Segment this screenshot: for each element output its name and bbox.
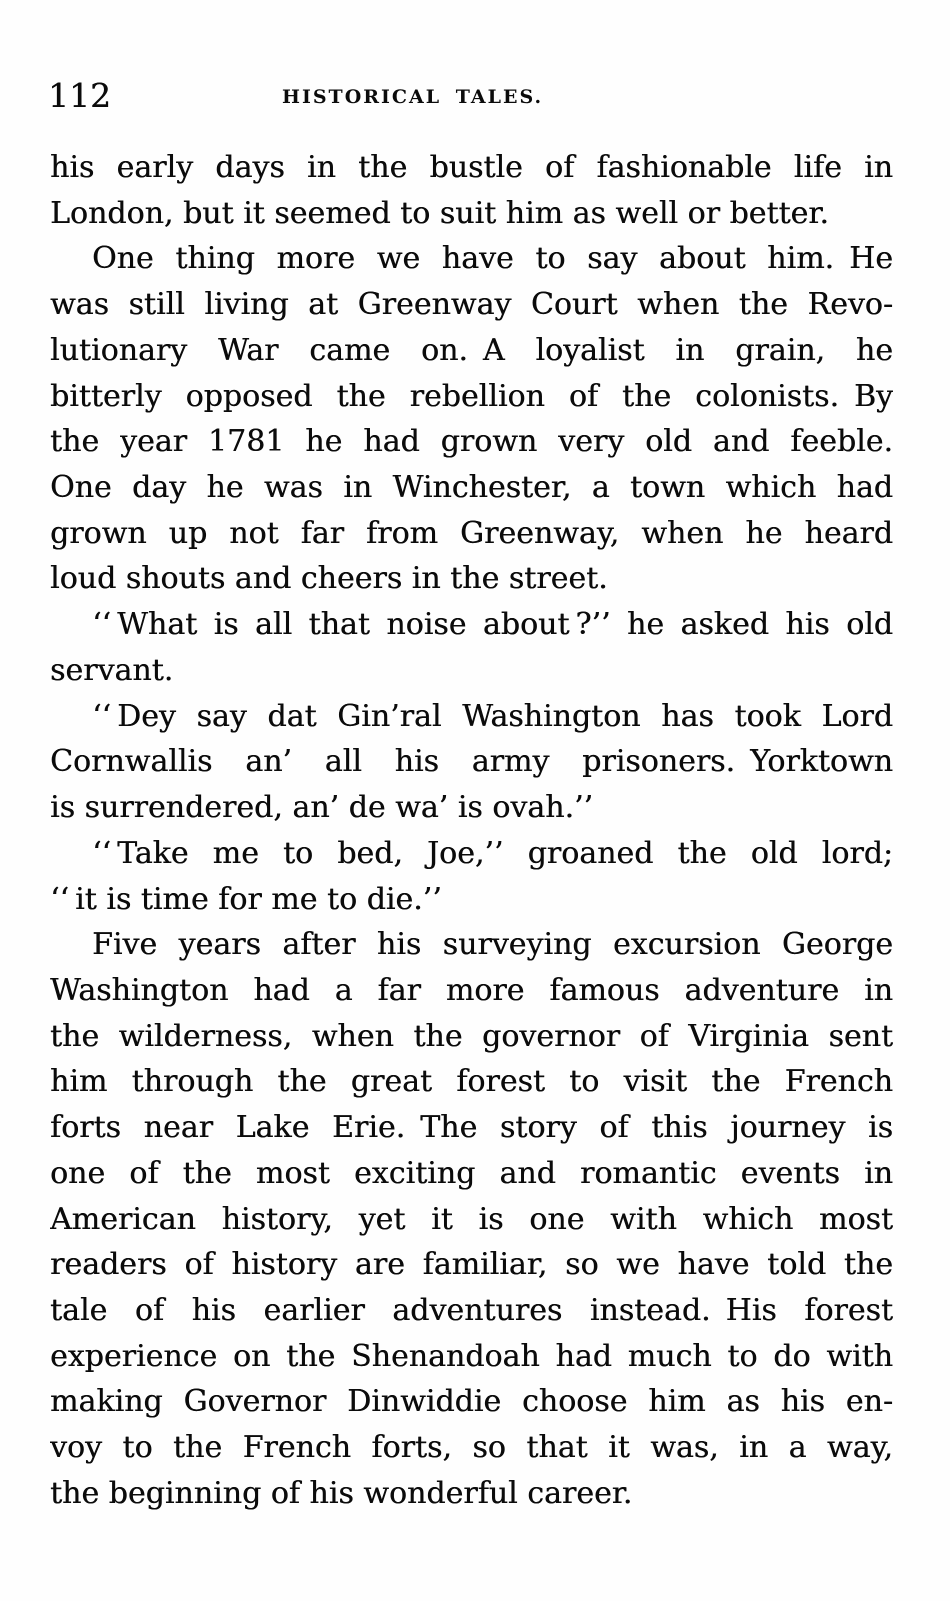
text-line: ‘‘ Dey say dat Gin’ral Washington has took Lord — [92, 698, 893, 734]
text-line: his early days in the bustle of fashionable life in — [50, 150, 893, 185]
text-line: making Governor Dinwiddie choose him as his en- — [50, 1384, 893, 1420]
text-line: the year 1781 he had grown very old and feeble. — [50, 424, 893, 460]
text-line: Five years after his surveying excursion George — [92, 927, 893, 963]
text-line: loud shouts and cheers in the street. — [50, 561, 608, 597]
text-line: him through the great forest to visit the French — [50, 1064, 893, 1100]
running-title: HISTORICAL TALES. — [282, 86, 544, 108]
text-line: Cornwallis an’ all his army prisoners. Yorktown — [50, 744, 893, 780]
text-line: American history, yet it is one with which most — [50, 1201, 893, 1237]
text-line: servant. — [50, 652, 174, 688]
text-line: the beginning of his wonderful career. — [50, 1475, 633, 1511]
text-line: tale of his earlier adventures instead. His forest — [50, 1292, 893, 1328]
text-line: is surrendered, an’ de wa’ is ovah.’’ — [50, 790, 594, 826]
text-line: bitterly opposed the rebellion of the colonists. By — [50, 378, 893, 414]
text-line: forts near Lake Erie. The story of this journey is — [50, 1110, 893, 1146]
text-line: ‘‘ it is time for me to die.’’ — [50, 881, 442, 917]
text-line: voy to the French forts, so that it was, in a way, — [50, 1430, 893, 1466]
text-line: ‘‘ Take me to bed, Joe,’’ groaned the old lord; — [92, 835, 893, 871]
text-line: lutionary War came on. A loyalist in grain, he — [50, 332, 893, 368]
text-line: was still living at Greenway Court when the Revo- — [50, 287, 893, 323]
text-line: One day he was in Winchester, a town which had — [50, 470, 893, 506]
paragraph — [50, 922, 893, 1516]
paragraph — [50, 602, 893, 693]
text-line: Washington had a far more famous adventure in — [50, 972, 893, 1008]
text-line: ‘‘ What is all that noise about ?’’ he asked his old — [92, 607, 893, 643]
text-line: readers of history are familiar, so we have told the — [50, 1247, 893, 1283]
text-line: London, but it seemed to suit him as well or better. — [50, 195, 829, 231]
page-number: 112 — [48, 76, 111, 115]
paragraph — [50, 831, 893, 922]
page-body — [50, 145, 893, 1517]
text-line: one of the most exciting and romantic events in — [50, 1155, 893, 1191]
text-line: experience on the Shenandoah had much to do with — [50, 1338, 893, 1374]
paragraph — [50, 694, 893, 831]
paragraph — [50, 236, 893, 602]
paragraph — [50, 145, 893, 236]
text-line: One thing more we have to say about him. He — [92, 241, 893, 277]
text-line: grown up not far from Greenway, when he heard — [50, 515, 893, 551]
text-line: the wilderness, when the governor of Virginia sent — [50, 1018, 893, 1054]
